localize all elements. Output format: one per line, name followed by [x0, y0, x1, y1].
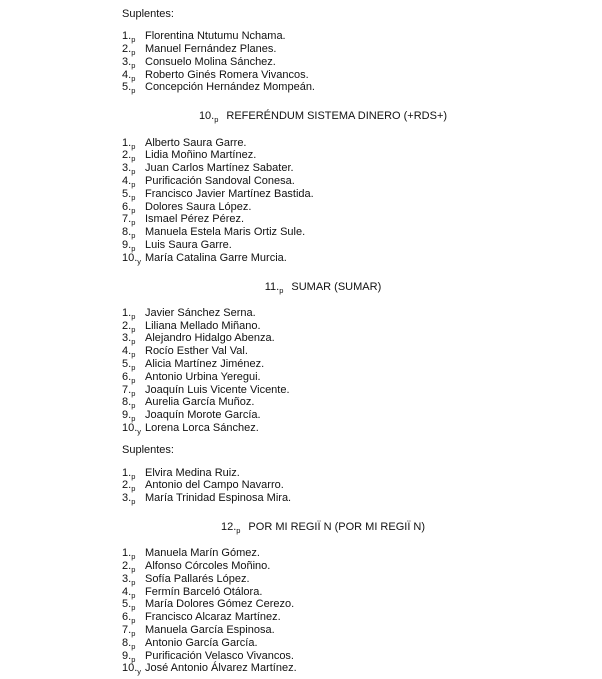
candidate-name: María Catalina Garre Murcia. — [145, 251, 287, 264]
ordinal-marker: p — [131, 401, 136, 411]
candidate-number-value: 7. — [122, 213, 132, 226]
suplentes-label: Suplentes: — [122, 8, 174, 20]
ordinal-marker: p — [131, 577, 136, 587]
candidate-number-value: 6. — [122, 370, 132, 383]
candidate-row — [122, 239, 524, 252]
candidate-number-value: 1. — [122, 136, 132, 149]
candidate-list — [122, 467, 524, 505]
candidate-name: Manuela Marín Gómez. — [145, 547, 260, 560]
candidate-row — [122, 467, 524, 480]
candidate-number-value: 7. — [122, 383, 132, 396]
candidate-number-value: 4. — [122, 585, 132, 598]
section-number — [265, 281, 284, 293]
ordinal-marker: p — [131, 629, 136, 639]
candidate-name: Liliana Mellado Miñano. — [145, 319, 261, 332]
candidate-name: Purificación Sandoval Conesa. — [145, 174, 295, 187]
candidate-name: Luis Saura Garre. — [145, 238, 232, 251]
candidate-row — [122, 409, 524, 422]
ordinal-marker: p — [131, 324, 136, 334]
candidate-row — [122, 598, 524, 611]
candidate-list — [122, 137, 524, 265]
candidate-number-value: 7. — [122, 624, 132, 637]
candidate-number-value: 1. — [122, 306, 132, 319]
candidate-name: Concepción Hernández Mompeán. — [145, 81, 315, 94]
ordinal-marker: p — [131, 167, 136, 177]
candidate-name: José Antonio Álvarez Martínez. — [145, 662, 297, 675]
ordinal-marker: p — [279, 285, 284, 295]
candidate-list — [122, 307, 524, 435]
candidate-name: Elvira Medina Ruiz. — [145, 466, 240, 479]
candidate-number-value: 6. — [122, 611, 132, 624]
candidate-row — [122, 226, 524, 239]
candidate-row — [122, 56, 524, 69]
candidate-number-value: 8. — [122, 636, 132, 649]
section-header — [122, 521, 524, 538]
ordinal-marker: p — [131, 565, 136, 575]
candidate-row — [122, 384, 524, 397]
candidate-name: Lidia Moñino Martínez. — [145, 149, 257, 162]
candidate-row — [122, 358, 524, 371]
ordinal-marker: p — [131, 471, 136, 481]
candidate-name: Alejandro Hidalgo Abenza. — [145, 332, 275, 345]
candidate-row — [122, 547, 524, 560]
candidate-list — [122, 547, 524, 675]
candidate-number-value: 6. — [122, 200, 132, 213]
candidate-row — [122, 188, 524, 201]
candidate-name: Francisco Alcaraz Martínez. — [145, 611, 281, 624]
ordinal-marker: y — [137, 667, 142, 677]
candidate-row — [122, 43, 524, 56]
candidate-row — [122, 637, 524, 650]
candidate-row — [122, 252, 524, 265]
candidate-row — [122, 320, 524, 333]
candidate-row — [122, 573, 524, 586]
candidate-row — [122, 69, 524, 82]
candidate-number-value: 3. — [122, 162, 132, 175]
party-name: SUMAR (SUMAR) — [291, 280, 382, 293]
candidate-row — [122, 201, 524, 214]
candidate-row — [122, 586, 524, 599]
candidate-name: Alberto Saura Garre. — [145, 136, 247, 149]
candidate-row — [122, 662, 524, 675]
candidate-name: Consuelo Molina Sánchez. — [145, 55, 276, 68]
candidate-name: Manuel Fernández Planes. — [145, 43, 277, 56]
candidate-number-value: 5. — [122, 598, 132, 611]
candidate-row — [122, 175, 524, 188]
candidate-number-value: 3. — [122, 55, 132, 68]
candidate-name: Juan Carlos Martínez Sabater. — [145, 162, 294, 175]
ordinal-marker: p — [214, 115, 219, 125]
party-name: REFERÉNDUM SISTEMA DINERO (+RDS+) — [226, 110, 448, 123]
candidate-name: Purificación Velasco Vivancos. — [145, 649, 294, 662]
candidate-name: Francisco Javier Martínez Bastida. — [145, 187, 314, 200]
section-number-value: 11. — [264, 280, 280, 293]
candidate-name: Manuela Estela Maris Ortiz Sule. — [145, 226, 306, 239]
ordinal-marker: p — [131, 141, 136, 151]
candidate-row — [122, 396, 524, 409]
ordinal-marker: y — [137, 256, 142, 266]
candidate-number — [122, 81, 145, 98]
candidate-name: Alfonso Córcoles Moñino. — [145, 560, 271, 573]
ordinal-marker: p — [131, 616, 136, 626]
candidate-row — [122, 137, 524, 150]
ordinal-marker: p — [131, 243, 136, 253]
candidate-name: Joaquín Morote García. — [145, 409, 261, 422]
candidate-name: Dolores Saura López. — [145, 200, 252, 213]
candidate-number-value: 5. — [122, 187, 132, 200]
section-number-value: 12. — [220, 521, 237, 533]
candidate-number-value: 4. — [122, 68, 132, 81]
candidate-number-value: 2. — [122, 479, 132, 492]
ordinal-marker: p — [131, 552, 136, 562]
candidate-name: Lorena Lorca Sánchez. — [145, 422, 259, 435]
ordinal-marker: p — [131, 375, 136, 385]
ordinal-marker: p — [131, 35, 136, 45]
candidate-number-value: 1. — [122, 30, 132, 43]
ordinal-marker: y — [137, 427, 142, 437]
candidate-name: Sofía Pallarés López. — [145, 572, 250, 585]
candidate-name: Rocío Esther Val Val. — [145, 345, 248, 358]
ordinal-marker: p — [131, 654, 136, 664]
candidate-number-value: 1. — [122, 547, 132, 560]
candidate-row — [122, 422, 524, 435]
candidate-row — [122, 624, 524, 637]
ordinal-marker: p — [131, 60, 136, 70]
candidate-number-value: 2. — [122, 149, 132, 162]
ordinal-marker: p — [131, 641, 136, 651]
ordinal-marker: p — [131, 192, 136, 202]
ordinal-marker: p — [131, 388, 136, 398]
ordinal-marker: p — [131, 231, 136, 241]
ordinal-marker: p — [236, 526, 241, 535]
ordinal-marker: p — [131, 350, 136, 360]
ordinal-marker: p — [131, 603, 136, 613]
candidate-row — [122, 30, 524, 43]
candidate-name: Ismael Pérez Pérez. — [145, 213, 245, 226]
candidate-name: Aurelia García Muñoz. — [145, 396, 255, 409]
candidate-name: Antonio del Campo Navarro. — [145, 479, 284, 492]
ordinal-marker: p — [131, 179, 136, 189]
candidate-row — [122, 371, 524, 384]
candidate-number-value: 8. — [122, 226, 132, 239]
candidate-row — [122, 162, 524, 175]
candidate-list — [122, 30, 524, 94]
candidate-number-value: 10. — [122, 251, 138, 264]
candidate-name: María Dolores Gómez Cerezo. — [145, 598, 295, 611]
candidate-name: Fermín Barceló Otálora. — [145, 585, 263, 598]
ordinal-marker: p — [131, 590, 136, 600]
candidate-row — [122, 81, 524, 94]
candidate-name: Roberto Ginés Romera Vivancos. — [145, 68, 309, 81]
candidate-number — [122, 662, 145, 679]
section-header — [122, 281, 524, 298]
candidate-number — [122, 492, 145, 509]
ordinal-marker: p — [131, 205, 136, 215]
candidate-number-value: 9. — [122, 649, 132, 662]
candidate-number-value: 5. — [122, 81, 132, 94]
section-number — [198, 110, 219, 125]
candidate-name: Manuela García Espinosa. — [145, 624, 275, 637]
ordinal-marker: p — [131, 311, 136, 321]
candidate-name: Alicia Martínez Jiménez. — [145, 358, 265, 371]
candidate-number-value: 4. — [122, 174, 132, 187]
candidate-number-value: 10. — [122, 662, 138, 675]
party-name: POR MI REGIÏ N (POR MI REGIÏ N) — [248, 521, 426, 533]
candidate-row — [122, 149, 524, 162]
candidate-number-value: 4. — [122, 345, 132, 358]
candidate-number-value: 2. — [122, 560, 132, 573]
candidate-name: Antonio García García. — [145, 636, 258, 649]
ordinal-marker: p — [131, 218, 136, 228]
candidate-number-value: 10. — [122, 422, 138, 435]
ordinal-marker: p — [131, 414, 136, 424]
candidate-number — [122, 422, 145, 439]
suplentes-label: Suplentes: — [122, 444, 174, 457]
candidate-number-value: 5. — [122, 358, 132, 371]
candidate-row — [122, 560, 524, 573]
candidate-number — [122, 252, 145, 269]
ordinal-marker: p — [131, 48, 136, 58]
candidate-number-value: 1. — [122, 466, 132, 479]
ordinal-marker: p — [131, 497, 136, 507]
candidate-row — [122, 611, 524, 624]
candidate-row — [122, 332, 524, 345]
candidate-number-value: 9. — [122, 238, 132, 251]
ordinal-marker: p — [131, 73, 136, 83]
candidate-name: María Trinidad Espinosa Mira. — [145, 492, 292, 505]
candidate-number-value: 2. — [122, 43, 132, 56]
ordinal-marker: p — [131, 363, 136, 373]
section-number-value: 10. — [198, 110, 215, 123]
candidate-row — [122, 307, 524, 320]
candidate-name: Joaquín Luis Vicente Vicente. — [145, 383, 290, 396]
candidate-name: Antonio Urbina Yeregui. — [145, 370, 261, 383]
candidate-number-value: 3. — [122, 332, 132, 345]
ordinal-marker: p — [131, 154, 136, 164]
candidate-number-value: 9. — [122, 409, 132, 422]
candidate-row — [122, 492, 524, 505]
section-number — [221, 521, 240, 533]
candidate-number-value: 3. — [122, 492, 132, 505]
section-header — [122, 110, 524, 127]
candidate-row — [122, 479, 524, 492]
ordinal-marker: p — [131, 484, 136, 494]
candidate-row — [122, 650, 524, 663]
candidate-name: Florentina Ntutumu Nchama. — [145, 30, 286, 43]
ordinal-marker: p — [131, 86, 136, 96]
candidate-name: Javier Sánchez Serna. — [145, 306, 256, 319]
ordinal-marker: p — [131, 337, 136, 347]
candidate-number-value: 8. — [122, 396, 132, 409]
candidate-number-value: 2. — [122, 319, 132, 332]
candidate-row — [122, 345, 524, 358]
candidate-row — [122, 213, 524, 226]
candidate-number-value: 3. — [122, 572, 132, 585]
